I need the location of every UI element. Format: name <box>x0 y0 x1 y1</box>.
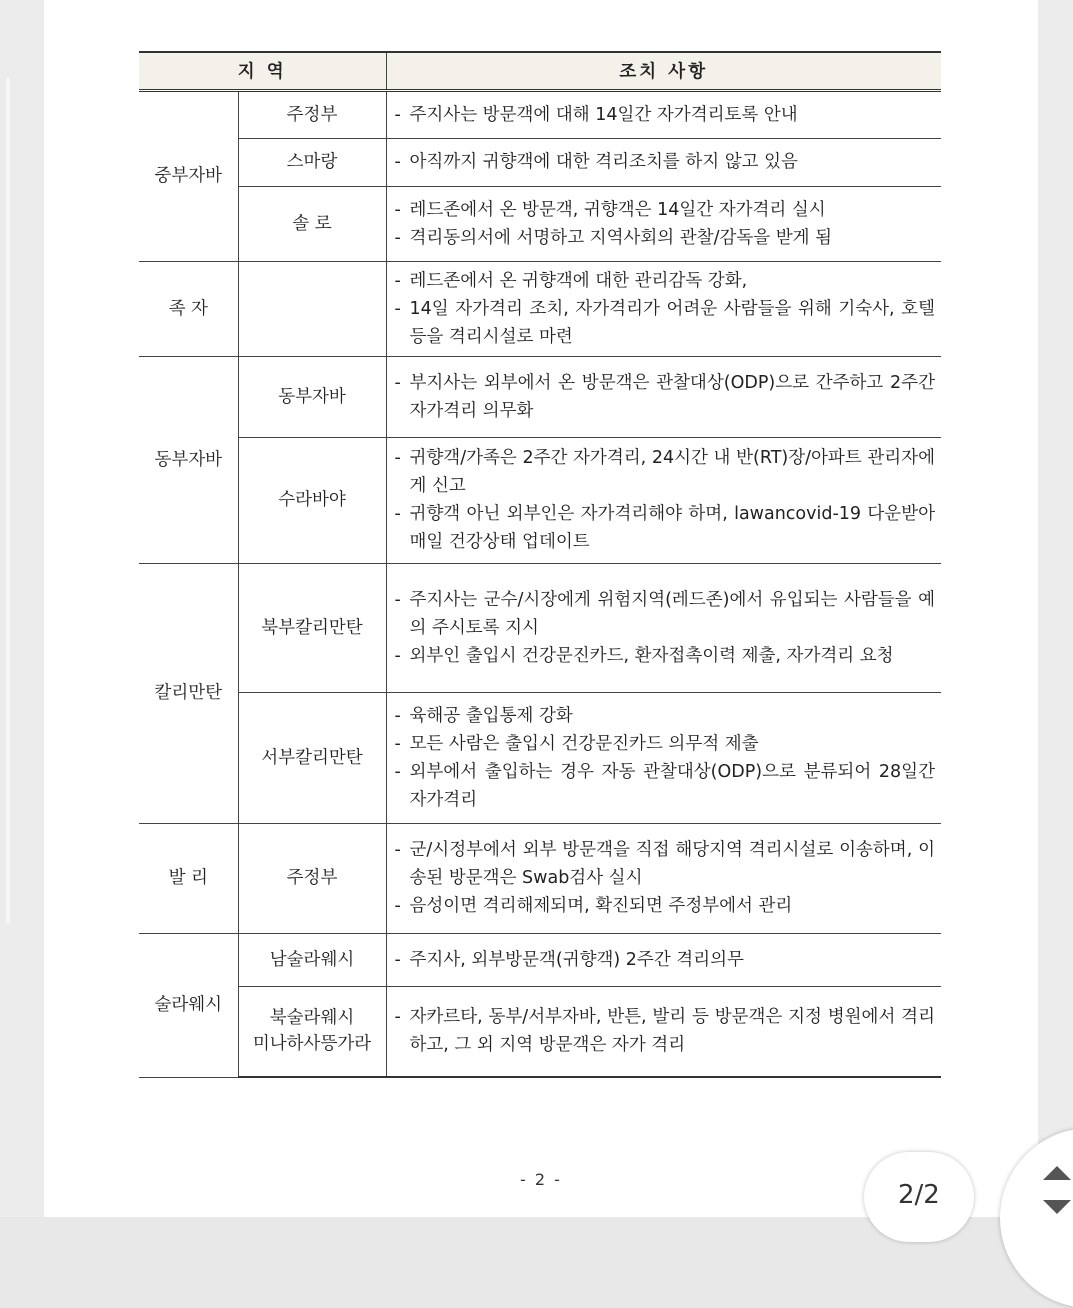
table-row <box>139 437 941 563</box>
table-row <box>139 692 941 823</box>
table-row <box>139 261 941 356</box>
table-row <box>139 356 941 437</box>
subregion-cell: 서부칼리만탄 <box>238 692 386 823</box>
table-row <box>139 186 941 261</box>
region-cell: 족 자 <box>139 261 238 356</box>
list-item: - 주지사, 외부방문객(귀향객) 2주간 격리의무 <box>394 949 744 970</box>
subregion-line: 북술라웨시 <box>269 1008 355 1029</box>
list-item: - 외부에서 출입하는 경우 자동 관찰대상(ODP)으로 분류되어 28일간 자가격리 <box>394 761 935 810</box>
list-item: - 아직까지 귀향객에 대한 격리조치를 하지 않고 있음 <box>394 152 798 172</box>
list-item: - 주지사는 방문객에 대해 14일간 자가격리토록 안내 <box>394 104 798 125</box>
list-item: - 외부인 출입시 건강문진카드, 환자접촉이력 제출, 자가격리 요청 <box>394 645 894 666</box>
subregion-cell: 북부칼리만탄 <box>238 563 386 692</box>
list-item: - 격리동의서에 서명하고 지역사회의 관찰/감독을 받게 됨 <box>394 227 833 248</box>
action-cell <box>386 186 941 261</box>
page-indicator-label: 2/2 <box>898 1180 940 1210</box>
list-item: - 부지사는 외부에서 온 방문객은 관찰대상(ODP)으로 간주하고 2주간 자가격리 의무화 <box>394 372 935 421</box>
action-cell <box>386 692 941 823</box>
action-cell <box>386 437 941 563</box>
header-action: 조치 사항 <box>386 52 941 90</box>
table-row <box>139 986 941 1077</box>
table-row <box>139 138 941 186</box>
list-item: - 군/시정부에서 외부 방문객을 직접 해당지역 격리시설로 이송하며, 이송된 방문객은 Swab검사 실시 <box>394 840 935 888</box>
page-indicator <box>864 1152 974 1242</box>
triangle-up-icon[interactable] <box>1043 1166 1071 1180</box>
page-number: - 2 - <box>520 1170 562 1189</box>
table-row <box>139 563 941 692</box>
list-item: - 주지사는 군수/시장에게 위험지역(레드존)에서 유입되는 사람들을 예의 주시토록 지시 <box>394 589 935 638</box>
action-cell <box>386 563 941 692</box>
list-item: - 귀향객 아닌 외부인은 자가격리해야 하며, lawancovid-19 다운받아 매일 건강상태 업데이트 <box>394 504 935 552</box>
region-cell: 발 리 <box>139 823 238 933</box>
action-cell <box>386 90 941 138</box>
list-item: - 레드존에서 온 방문객, 귀향객은 14일간 자가격리 실시 <box>394 199 826 220</box>
left-gutter <box>0 0 44 1217</box>
subregion-cell: 솔 로 <box>238 186 386 261</box>
subregion-cell: 주정부 <box>238 823 386 933</box>
list-item: - 14일 자가격리 조치, 자가격리가 어려운 사람들을 위해 기숙사, 호텔 등을 격리시설로 마련 <box>394 298 935 347</box>
region-cell: 칼리만탄 <box>139 563 238 823</box>
action-cell <box>386 986 941 1077</box>
table-row <box>139 90 941 138</box>
subregion-cell: 남술라웨시 <box>238 933 386 986</box>
quarantine-measures-table <box>139 51 941 1078</box>
table-row <box>139 823 941 933</box>
header-region: 지 역 <box>139 52 386 90</box>
triangle-down-icon[interactable] <box>1043 1200 1071 1214</box>
right-gutter <box>1038 0 1073 1217</box>
list-item: - 음성이면 격리해제되며, 확진되면 주정부에서 관리 <box>394 896 793 916</box>
action-cell <box>386 933 941 986</box>
region-cell: 중부자바 <box>139 90 238 261</box>
table-row <box>139 933 941 986</box>
subregion-cell: 동부자바 <box>238 356 386 437</box>
list-item: - 모든 사람은 출입시 건강문진카드 의무적 제출 <box>394 733 759 754</box>
action-cell <box>386 823 941 933</box>
scrollbar-track[interactable] <box>6 78 10 924</box>
subregion-cell: 주정부 <box>238 90 386 138</box>
list-item: - 귀향객/가족은 2주간 자가격리, 24시간 내 반(RT)장/아파트 관리자에게 신고 <box>394 448 935 496</box>
subregion-line: 미나하사뜽가라 <box>252 1034 372 1055</box>
subregion-cell <box>238 261 386 356</box>
table-header-row <box>139 52 941 90</box>
subregion-cell: 스마랑 <box>238 138 386 186</box>
action-cell <box>386 261 941 356</box>
region-cell: 동부자바 <box>139 356 238 563</box>
list-item: - 육해공 출입통제 강화 <box>394 705 573 726</box>
list-item: - 자카르타, 동부/서부자바, 반튼, 발리 등 방문객은 지정 병원에서 격리하고, 그 외 지역 방문객은 자가 격리 <box>394 1007 935 1056</box>
action-cell <box>386 356 941 437</box>
subregion-cell: 수라바야 <box>238 437 386 563</box>
region-cell: 술라웨시 <box>139 933 238 1077</box>
action-cell <box>386 138 941 186</box>
document-page <box>44 0 1038 1217</box>
subregion-cell <box>238 986 386 1077</box>
list-item: - 레드존에서 온 귀향객에 대한 관리감독 강화, <box>394 270 748 291</box>
